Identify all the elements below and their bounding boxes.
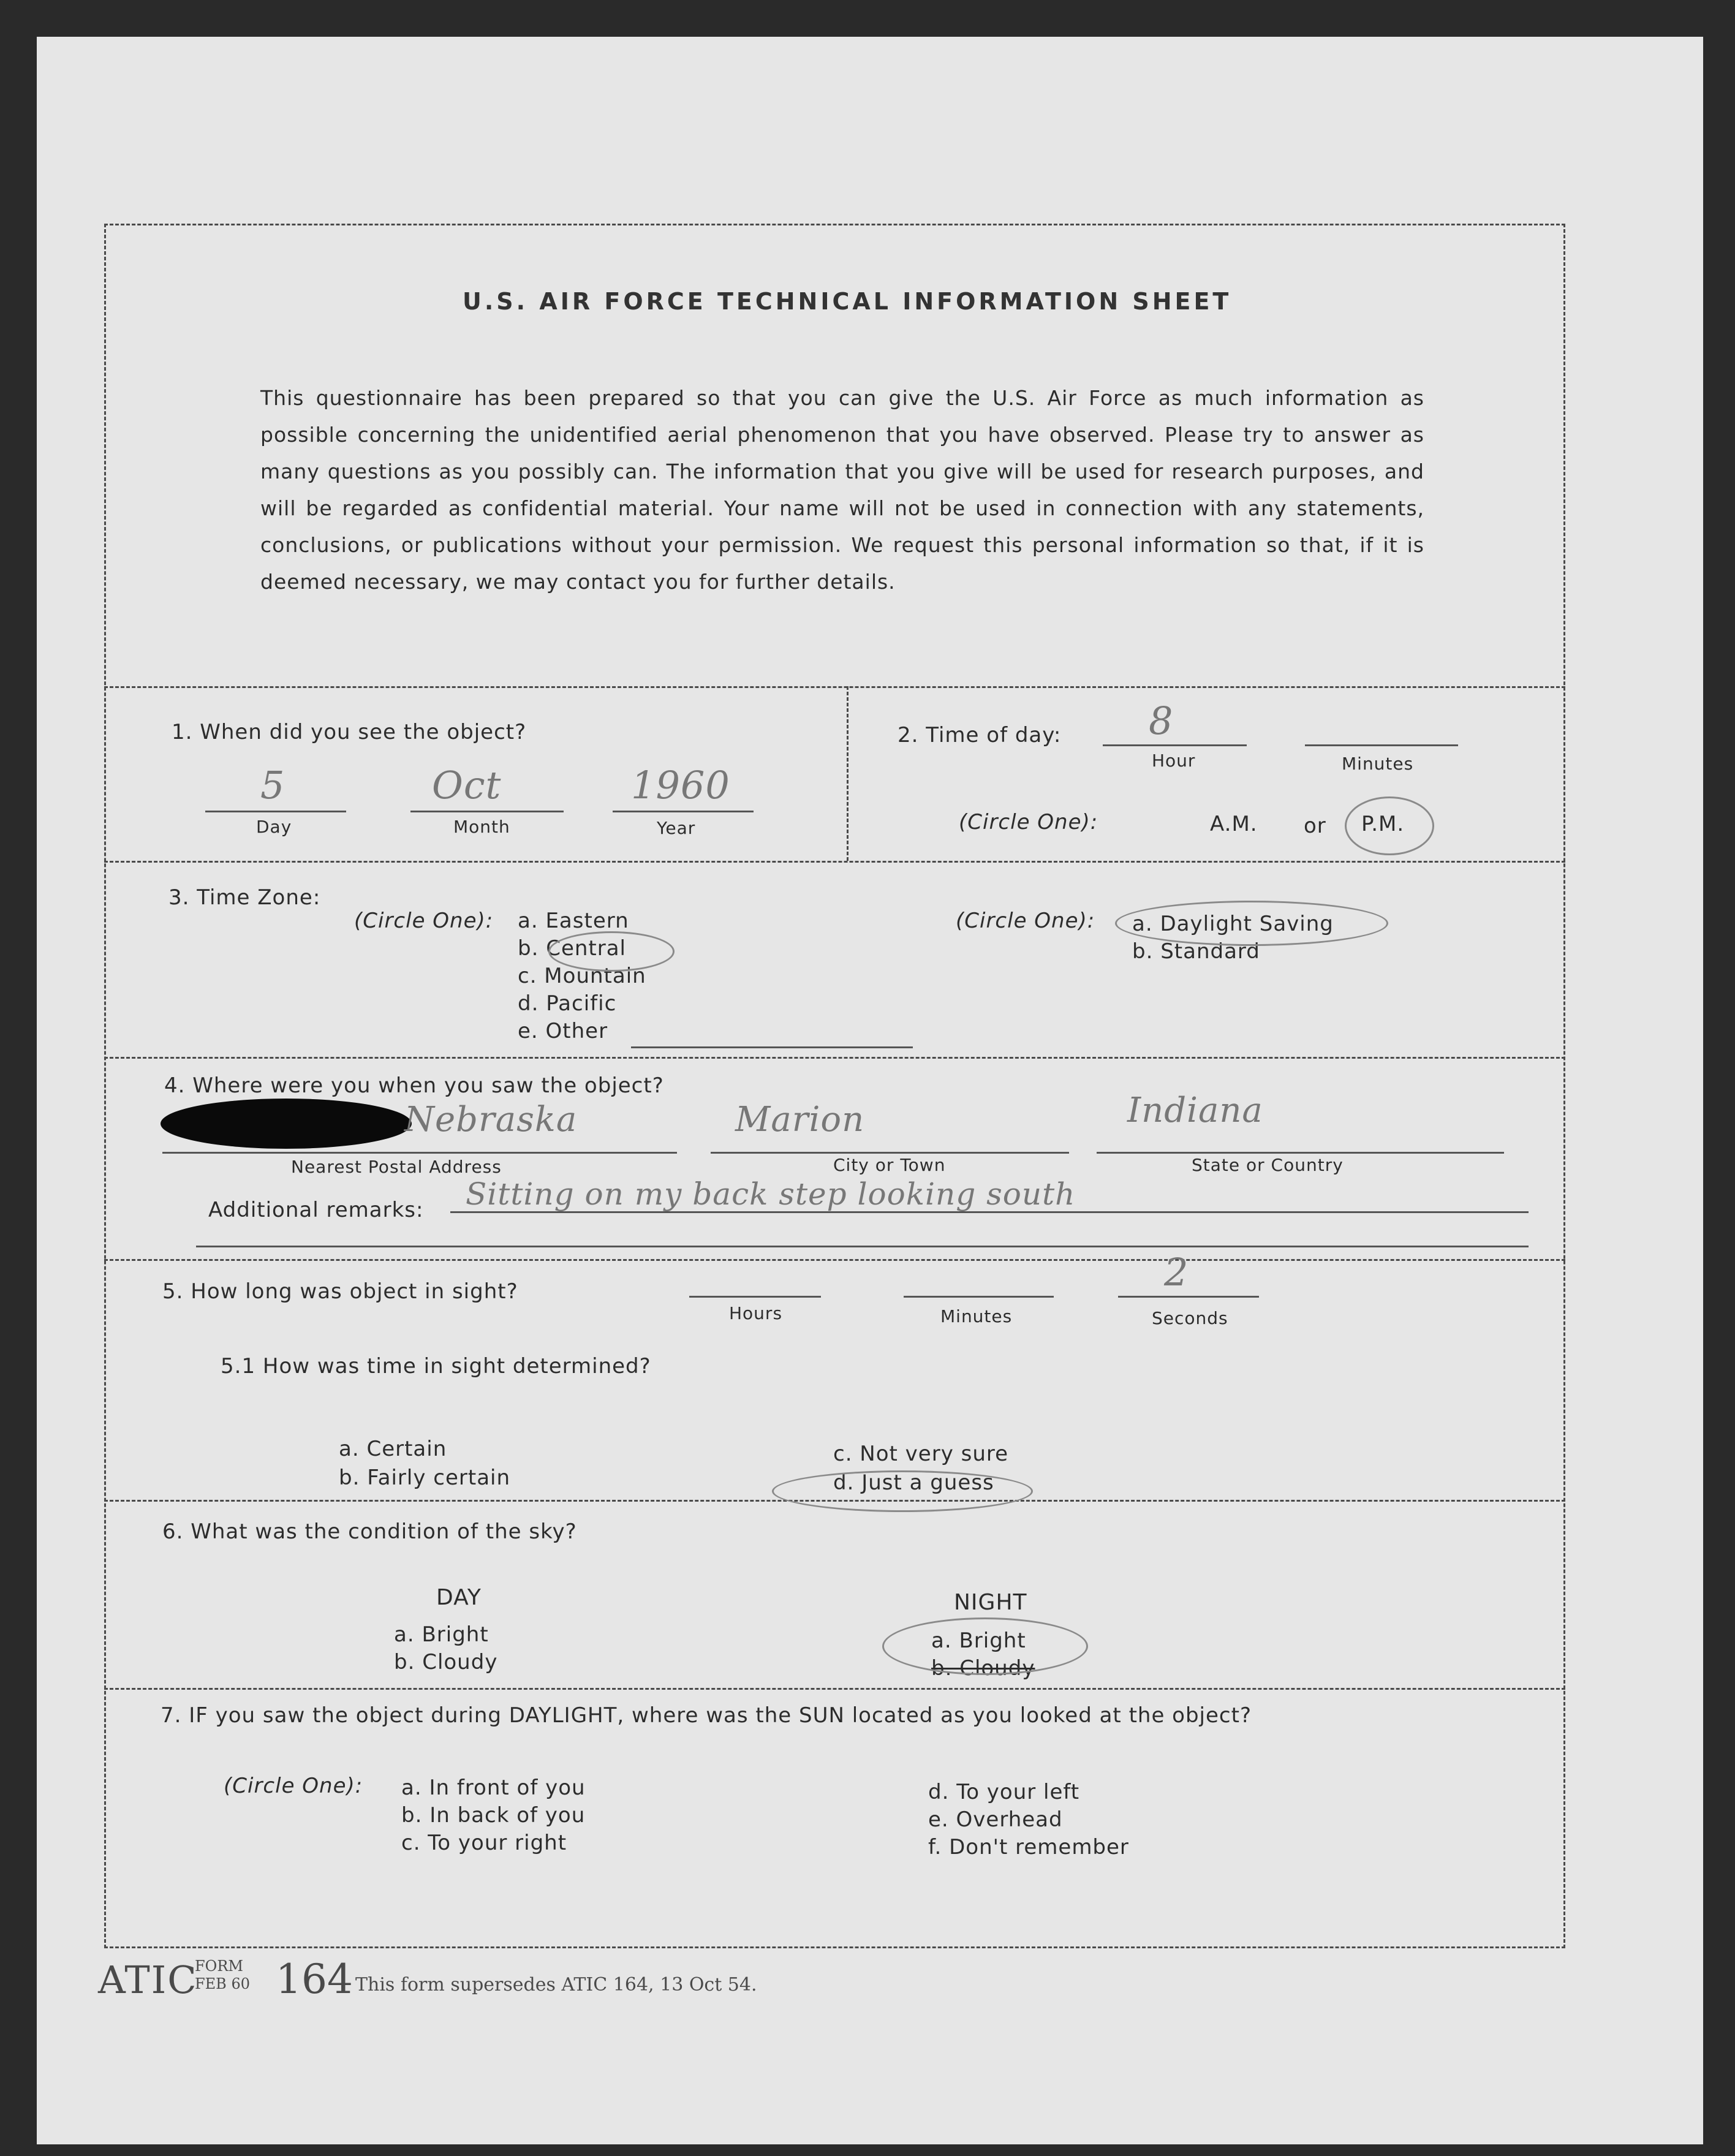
q6-day-cloudy[interactable]: b. Cloudy bbox=[394, 1650, 498, 1674]
q3-zone-central[interactable]: b. Central bbox=[518, 936, 626, 961]
section-divider bbox=[104, 686, 1565, 688]
q2-hour-label: Hour bbox=[1152, 751, 1196, 771]
q4-remarks-line-2 bbox=[196, 1246, 1529, 1247]
q4-city-label: City or Town bbox=[833, 1155, 946, 1175]
central-circle-mark bbox=[548, 931, 675, 972]
q5-option-fairly-certain[interactable]: b. Fairly certain bbox=[339, 1466, 511, 1490]
q6-question: 6. What was the condition of the sky? bbox=[162, 1519, 577, 1544]
night-bright-circle-mark bbox=[882, 1617, 1088, 1675]
daylight-saving-circle-mark bbox=[1115, 901, 1388, 946]
q5-sub-question: 5.1 How was time in sight determined? bbox=[221, 1354, 651, 1379]
section-divider bbox=[104, 1057, 1565, 1059]
q2-minutes-line bbox=[1305, 744, 1458, 746]
q1-month-line bbox=[410, 811, 564, 812]
q4-address-line bbox=[162, 1152, 677, 1154]
q7-option-overhead[interactable]: e. Overhead bbox=[928, 1807, 1063, 1832]
q3-daylight-saving[interactable]: a. Daylight Saving bbox=[1132, 912, 1334, 936]
q5-minutes-label: Minutes bbox=[940, 1306, 1013, 1326]
q4-city-line bbox=[711, 1152, 1069, 1154]
q2-am-option[interactable]: A.M. bbox=[1210, 812, 1258, 836]
q3-circle-one-2: (Circle One): bbox=[956, 909, 1095, 933]
q5-option-not-very-sure[interactable]: c. Not very sure bbox=[833, 1442, 1009, 1466]
q6-day-bright[interactable]: a. Bright bbox=[394, 1622, 489, 1647]
footer-form-number: 164 bbox=[276, 1956, 353, 2003]
q5-seconds-line bbox=[1118, 1296, 1259, 1298]
q5-question: 5. How long was object in sight? bbox=[162, 1279, 518, 1304]
q2-hour-value[interactable]: 8 bbox=[1149, 698, 1174, 743]
q1-year-line bbox=[613, 811, 754, 812]
q1-month-value[interactable]: Oct bbox=[432, 763, 502, 808]
q1-month-label: Month bbox=[453, 817, 510, 837]
q3-question: 3. Time Zone: bbox=[168, 885, 321, 910]
q6-night-heading: NIGHT bbox=[954, 1590, 1027, 1615]
q5-hours-label: Hours bbox=[729, 1303, 783, 1323]
q2-minutes-label: Minutes bbox=[1342, 754, 1414, 774]
q1-day-label: Day bbox=[256, 817, 292, 837]
pm-circle-mark bbox=[1345, 796, 1434, 855]
q7-option-in-back[interactable]: b. In back of you bbox=[401, 1803, 586, 1828]
footer-form-date: FEB 60 bbox=[195, 1975, 250, 1992]
q5-seconds-label: Seconds bbox=[1152, 1308, 1228, 1328]
q3-standard[interactable]: b. Standard bbox=[1132, 939, 1260, 964]
q4-city-value[interactable]: Marion bbox=[735, 1100, 865, 1140]
q4-address-label: Nearest Postal Address bbox=[291, 1157, 502, 1177]
q7-option-dont-remember[interactable]: f. Don't remember bbox=[928, 1835, 1129, 1859]
q4-state-value[interactable]: Indiana bbox=[1127, 1091, 1263, 1130]
q5-hours-line bbox=[689, 1296, 821, 1298]
intro-paragraph: This questionnaire has been prepared so that you can give the U.S. Air Force as much information as possible concerning the unidentified aerial phenomenon that you have observed. Please try to answer as many questions as you possibly can. The information that you give will be used for research purposes, and will be regarded as confidential material. Your name will not be used in connection with any statements, conclusions, or publications without your permission. We request this personal information so that, if it is deemed necessary, we may contact you for further details. bbox=[260, 386, 1424, 594]
q4-remarks-label: Additional remarks: bbox=[208, 1198, 424, 1222]
q2-hour-line bbox=[1103, 744, 1247, 746]
form-title: U.S. AIR FORCE TECHNICAL INFORMATION SHEET bbox=[463, 288, 1232, 315]
q2-circle-one: (Circle One): bbox=[959, 810, 1098, 834]
q4-question: 4. Where were you when you saw the object? bbox=[164, 1073, 664, 1098]
q2-or: or bbox=[1304, 814, 1326, 838]
q1-day-line bbox=[205, 811, 346, 812]
q6-day-heading: DAY bbox=[436, 1585, 482, 1610]
q4-state-line bbox=[1097, 1152, 1504, 1154]
q3-zone-eastern[interactable]: a. Eastern bbox=[518, 909, 629, 933]
q4-address-value[interactable]: Nebraska bbox=[404, 1100, 578, 1140]
q5-seconds-value[interactable]: 2 bbox=[1164, 1250, 1189, 1295]
q4-remarks-line bbox=[450, 1211, 1529, 1213]
q3-other-line bbox=[631, 1046, 913, 1048]
q1-day-value[interactable]: 5 bbox=[260, 763, 285, 808]
q6-night-bright[interactable]: a. Bright bbox=[931, 1628, 1026, 1653]
q4-remarks-value[interactable]: Sitting on my back step looking south bbox=[466, 1176, 1076, 1212]
q2-question: 2. Time of day: bbox=[898, 723, 1062, 747]
q7-circle-one: (Circle One): bbox=[224, 1774, 363, 1798]
q5-option-certain[interactable]: a. Certain bbox=[339, 1437, 447, 1461]
footer-form-word: FORM bbox=[195, 1957, 243, 1975]
q5-minutes-line bbox=[904, 1296, 1054, 1298]
footer-atic: ATIC bbox=[98, 1957, 198, 2002]
just-a-guess-circle-mark bbox=[772, 1470, 1033, 1512]
q3-zone-other[interactable]: e. Other bbox=[518, 1019, 608, 1043]
q4-state-label: State or Country bbox=[1192, 1155, 1344, 1175]
q3-circle-one: (Circle One): bbox=[354, 909, 494, 933]
q2-pm-option[interactable]: P.M. bbox=[1361, 812, 1405, 836]
footer-supersedes: This form supersedes ATIC 164, 13 Oct 54. bbox=[355, 1974, 757, 1995]
q6-night-cloudy[interactable]: b. Cloudy bbox=[931, 1656, 1035, 1681]
q5-option-just-a-guess[interactable]: d. Just a guess bbox=[833, 1470, 994, 1495]
q7-option-to-right[interactable]: c. To your right bbox=[401, 1831, 567, 1855]
q1-question: 1. When did you see the object? bbox=[172, 720, 527, 744]
section-divider bbox=[104, 1688, 1565, 1690]
q1-year-label: Year bbox=[657, 818, 696, 838]
q7-question: 7. IF you saw the object during DAYLIGHT, where was the SUN located as you looked at the object? bbox=[161, 1703, 1252, 1728]
q7-option-in-front[interactable]: a. In front of you bbox=[401, 1776, 586, 1800]
q3-zone-pacific[interactable]: d. Pacific bbox=[518, 991, 617, 1016]
redaction-mark bbox=[161, 1099, 412, 1149]
q1-year-value[interactable]: 1960 bbox=[631, 763, 730, 808]
section-divider bbox=[104, 861, 1565, 863]
q3-zone-mountain[interactable]: c. Mountain bbox=[518, 964, 646, 988]
q7-option-to-left[interactable]: d. To your left bbox=[928, 1780, 1080, 1804]
column-divider bbox=[847, 686, 849, 861]
section-divider bbox=[104, 1259, 1565, 1261]
